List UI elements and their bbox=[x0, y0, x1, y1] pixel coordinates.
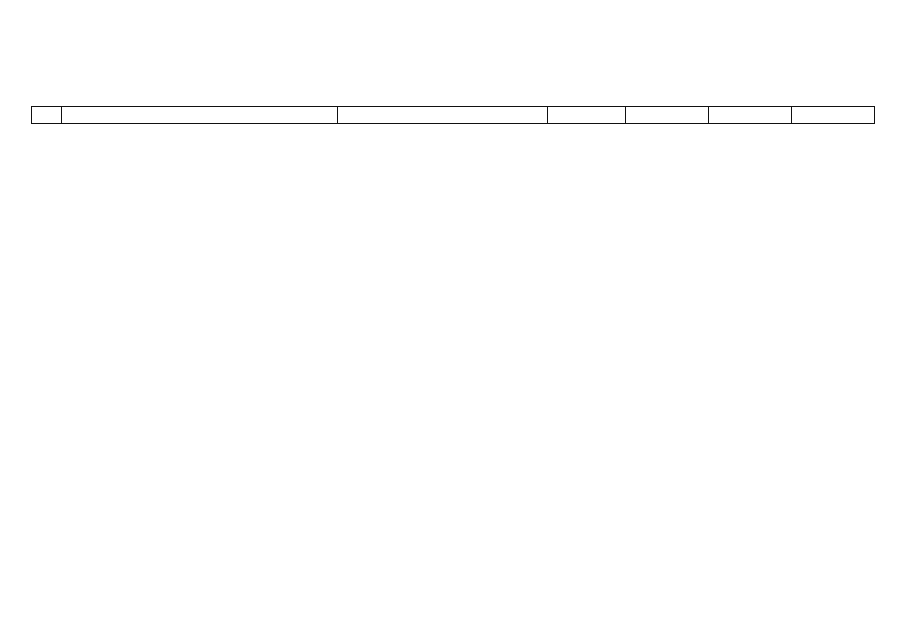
header-col-1 bbox=[32, 107, 62, 124]
header-col-7 bbox=[792, 107, 875, 124]
header-col-5 bbox=[626, 107, 709, 124]
header-col-4 bbox=[548, 107, 626, 124]
header-col-6 bbox=[709, 107, 792, 124]
header-col-3 bbox=[338, 107, 548, 124]
column-number-header bbox=[31, 106, 875, 124]
header-col-2 bbox=[62, 107, 338, 124]
